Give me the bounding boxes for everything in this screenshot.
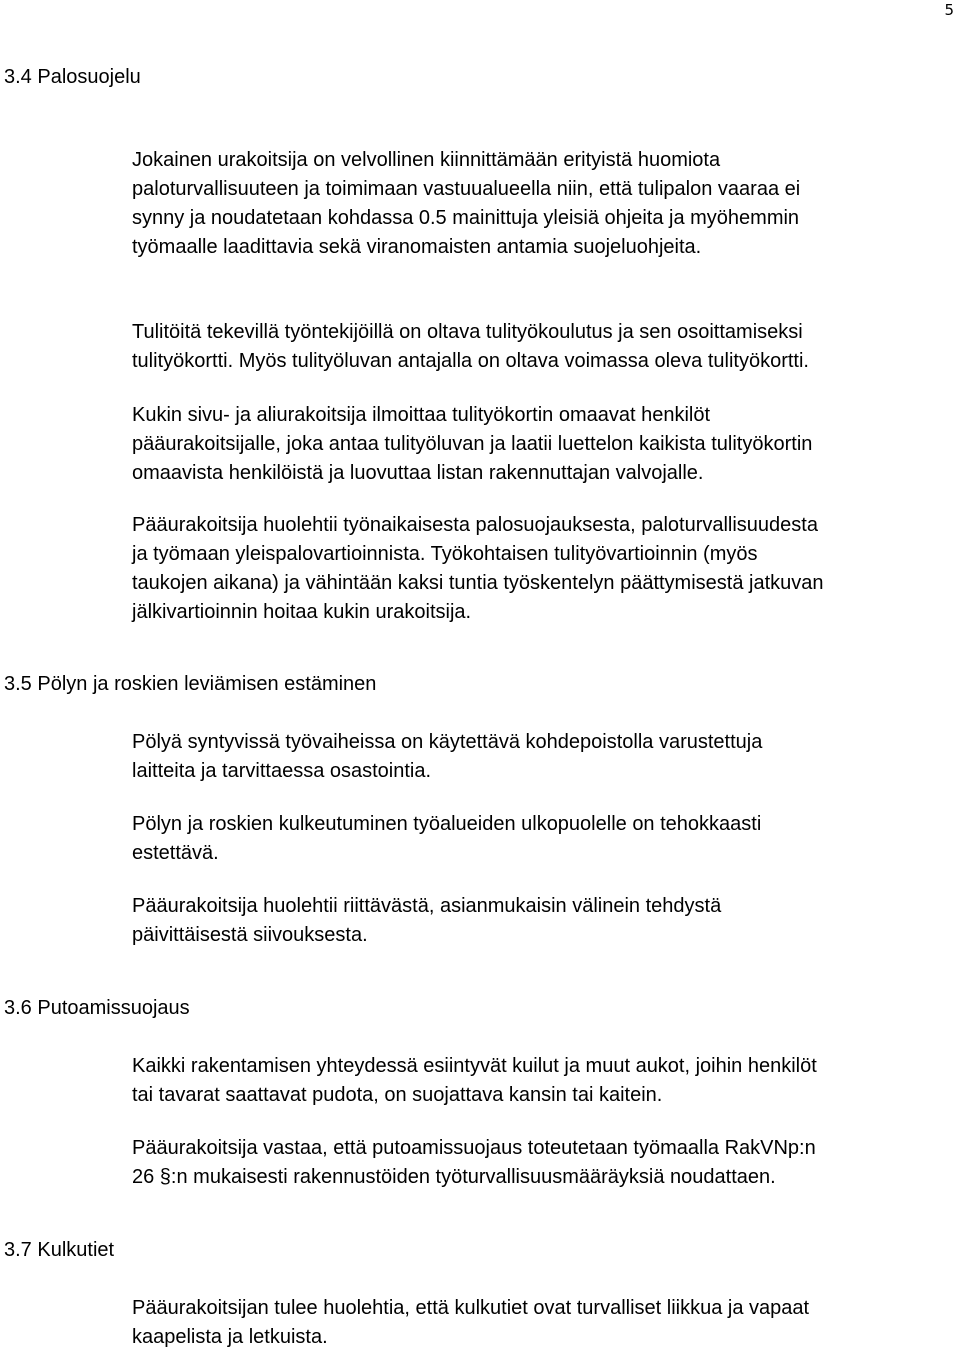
text-line: estettävä. [132, 842, 219, 864]
text-line: Pääurakoitsijan tulee huolehtia, että kulkutiet ovat turvalliset liikkua ja vapaat [132, 1297, 810, 1319]
text-line: Pölyä syntyvissä työvaiheissa on käytettävä kohdepoistolla varustettuja [132, 731, 763, 753]
section-heading-palosuojelu: 3.4 Palosuojelu [4, 66, 141, 88]
section-heading-kulkutiet: 3.7 Kulkutiet [4, 1239, 115, 1261]
paragraph [132, 1294, 958, 1352]
text-line: Pölyn ja roskien kulkeutuminen työalueiden ulkopuolelle on tehokkaasti [132, 813, 762, 835]
section-heading-putoamissuojaus: 3.6 Putoamissuojaus [4, 997, 190, 1019]
page-number: 5 [944, 1, 954, 19]
paragraph [132, 318, 958, 376]
paragraph [132, 728, 958, 786]
text-line: Pääurakoitsija huolehtii riittävästä, asianmukaisin välinein tehdystä [132, 895, 722, 917]
paragraph [132, 401, 958, 488]
text-line: 26 §:n mukaisesti rakennustöiden työturvallisuusmääräyksiä noudattaen. [132, 1166, 776, 1188]
text-line: Jokainen urakoitsija on velvollinen kiinnittämään erityistä huomiota [132, 149, 721, 171]
text-line: taukojen aikana) ja vähintään kaksi tuntia työskentelyn päättymisestä jatkuvan [132, 572, 824, 594]
paragraph [132, 146, 958, 262]
text-line: omaavista henkilöistä ja luovuttaa listan rakennuttajan valvojalle. [132, 462, 704, 484]
text-line: Tulitöitä tekevillä työntekijöillä on oltava tulityökoulutus ja sen osoittamiseksi [132, 321, 803, 343]
paragraph [132, 1134, 958, 1192]
text-line: tai tavarat saattavat pudota, on suojattava kansin tai kaitein. [132, 1084, 663, 1106]
paragraph [132, 892, 958, 950]
text-line: Kaikki rakentamisen yhteydessä esiintyvät kuilut ja muut aukot, joihin henkilöt [132, 1055, 817, 1077]
text-line: työmaalle laadittavia sekä viranomaisten antamia suojeluohjeita. [132, 236, 702, 258]
paragraph [132, 810, 958, 868]
paragraph [132, 511, 958, 627]
section-heading-polyn-ja-roskien-leviaminen: 3.5 Pölyn ja roskien leviämisen estäminen [4, 673, 377, 695]
text-line: Pääurakoitsija vastaa, että putoamissuojaus toteutetaan työmaalla RakVNp:n [132, 1137, 816, 1159]
text-line: paloturvallisuuteen ja toimimaan vastuualueella niin, että tulipalon vaaraa ei [132, 178, 801, 200]
text-line: päivittäisestä siivouksesta. [132, 924, 368, 946]
text-line: pääurakoitsijalle, joka antaa tulityöluvan ja laatii luettelon kaikista tulityökortin [132, 433, 813, 455]
text-line: laitteita ja tarvittaessa osastointia. [132, 760, 432, 782]
text-line: jälkivartioinnin hoitaa kukin urakoitsija. [132, 601, 472, 623]
text-line: Pääurakoitsija huolehtii työnaikaisesta palosuojauksesta, paloturvallisuudesta [132, 514, 818, 536]
paragraph [132, 1052, 958, 1110]
text-line: ja työmaan yleispalovartioinnista. Työkohtaisen tulityövartioinnin (myös [132, 543, 758, 565]
text-line: kaapelista ja letkuista. [132, 1326, 328, 1348]
text-line: synny ja noudatetaan kohdassa 0.5 mainittuja yleisiä ohjeita ja myöhemmin [132, 207, 800, 229]
text-line: tulityökortti. Myös tulityöluvan antajalla on oltava voimassa oleva tulityökortti. [132, 350, 809, 372]
text-line: Kukin sivu- ja aliurakoitsija ilmoittaa tulityökortin omaavat henkilöt [132, 404, 711, 426]
